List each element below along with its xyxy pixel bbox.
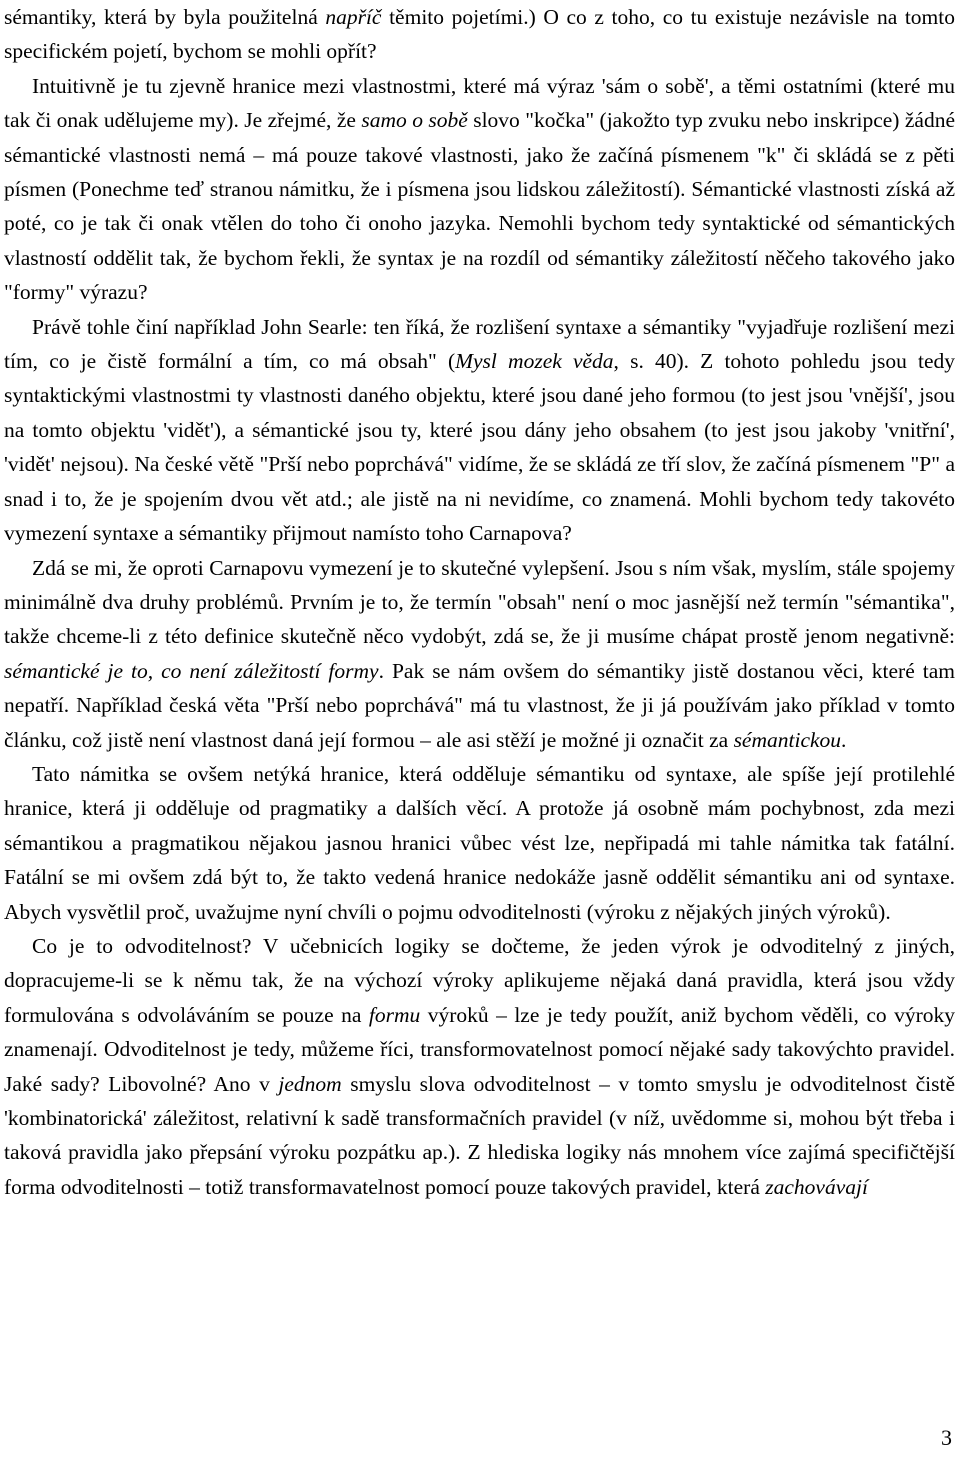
page-number: 3 <box>941 1425 952 1450</box>
paragraph <box>4 0 955 69</box>
text-run: , s. 40). Z tohoto pohledu jsou tedy syntaktickými vlastnostmi ty vlastnosti daného objektu, které jsou dané jeho formou (to jest jsou 'vnější', jsou na tomto objektu 'vidět'), a sémantické jsou ty, které jsou dány jeho obsahem (to jest jsou jakoby 'vnitřní', 'vidět' nejsou). Na české větě "Prší nebo poprchává" vidíme, že se skládá ze tří slov, že začíná písmenem "P" a snad i to, že je spojením dvou vět atd.; ale jistě na ni nevidíme, co znamená. Mohli bychom tedy takovéto vymezení syntaxe a sémantiky přijmout namísto toho Carnapova? <box>4 349 956 546</box>
text-run: smyslu slova odvoditelnost – v tomto smyslu je odvoditelnost čistě 'kombinatorická' záležitost, relativní k sadě transformačních pravidel (v níž, uvědomme si, mohou být třeba i taková pravidla jako přepsání výroku pozpátku ap.). Z hlediska logiky nás mnohem více zajímá specifičtější forma odvoditelnosti – totiž transformavatelnost pomocí pouze takových pravidel, která <box>4 1071 955 1199</box>
italic-text: sémantické je to, co není záležitostí formy <box>4 658 379 683</box>
italic-text: sémantickou <box>733 727 842 752</box>
text-run: Právě tohle činí například John Searle: ten říká, že rozlišení syntaxe a sémantiky "vyjadřuje rozlišení mezi tím, co je čistě formální a tím, co má obsah" ( <box>4 314 955 374</box>
italic-text: napříč <box>325 5 382 29</box>
text-run: těmito pojetími.) O co z toho, co tu existuje nezávisle na tomto specifickém pojetí, bychom se mohli opřít? <box>4 5 955 64</box>
text-run: . <box>841 727 847 752</box>
italic-text: Mysl mozek věda <box>455 349 614 374</box>
text-run: slovo "kočka" (jakožto typ zvuku nebo inskripce) žádné sémantické vlastnosti nemá – má pouze takové vlastnosti, jako že začíná písmenem "k" či skládá se z pěti písmen (Ponechme teď stranou námitku, že i písmena jsou lidskou záležitostí). Sémantické vlastnosti získá až poté, co je tak či onak vtělen do toho či onoho jazyka. Nemohli bychom tedy syntaktické od sémantických vlastností oddělit tak, že bychom řekli, že syntax je na rozdíl od sémantiky záležitostí něčeho takového jako "formy" výrazu? <box>4 108 955 305</box>
italic-text: zachovávají <box>765 1174 868 1199</box>
paragraph <box>4 551 955 757</box>
text-run: sémantiky, která by byla použitelná <box>4 5 326 29</box>
text-run: Tato námitka se ovšem netýká hranice, která odděluje sémantiku od syntaxe, ale spíše její protilehlé hranice, která ji odděluje od pragmatiky a dalších věcí. A protože já osobně mám pochybnost, zda mezi sémantikou a pragmatikou nějakou jasnou hranici vůbec vést lze, nepřipadá mi tahle námitka tak fatální. Fatální se mi ovšem zdá být to, že takto vedená hranice nedokáže jasně oddělit sémantiku ani od syntaxe. Abych vysvětlil proč, uvažujme nyní chvíli o pojmu odvoditelnosti (výroku z nějakých jiných výroků). <box>4 761 955 924</box>
paragraph <box>4 69 955 310</box>
text-run: Co je to odvoditelnost? V učebnicích logiky se dočteme, že jeden výrok je odvoditelný z jiných, dopracujeme-li se k němu tak, že na výchozí výroky aplikujeme nějaká daná pravidla, která jsou vždy formulována s odvoláváním se pouze na <box>4 933 955 1027</box>
italic-text: samo o sobě <box>361 108 468 133</box>
paragraph <box>4 310 955 551</box>
italic-text: jednom <box>278 1071 342 1096</box>
paragraph <box>4 929 955 1204</box>
text-run: Zdá se mi, že oproti Carnapovu vymezení je to skutečné vylepšení. Jsou s ním však, myslím, stále spojemy minimálně dva druhy problémů. Prvním je to, že termín "obsah" není o moc jasnější než termín "sémantika", takže chceme-li z této definice skutečně něco vydobýt, zdá se, že ji musíme chápat prostě jenom negativně: <box>4 555 955 649</box>
paragraph <box>4 757 955 929</box>
text-run: . Pak se nám ovšem do sémantiky jistě dostanou věci, které tam nepatří. Například česká věta "Prší nebo poprchává" má tu vlastnost, že ji já používám jako příklad v tomto článku, což jistě není vlastnost daná její formou – ale asi stěží je možné ji označit za <box>4 658 955 752</box>
text-run: Intuitivně je tu zjevně hranice mezi vlastnostmi, které má výraz 'sám o sobě', a těmi ostatními (které mu tak či onak udělujeme my). Je zřejmé, že <box>4 73 955 133</box>
italic-text: formu <box>368 1002 421 1027</box>
text-run: výroků – lze je tedy použít, aniž bychom věděli, co výroky znamenají. Odvoditelnost je tedy, můžeme říci, transformovatelnost pomocí nějaké sady takovýchto pravidel. Jaké sady? Libovolné? Ano v <box>4 1002 955 1096</box>
document-body <box>4 0 955 1204</box>
